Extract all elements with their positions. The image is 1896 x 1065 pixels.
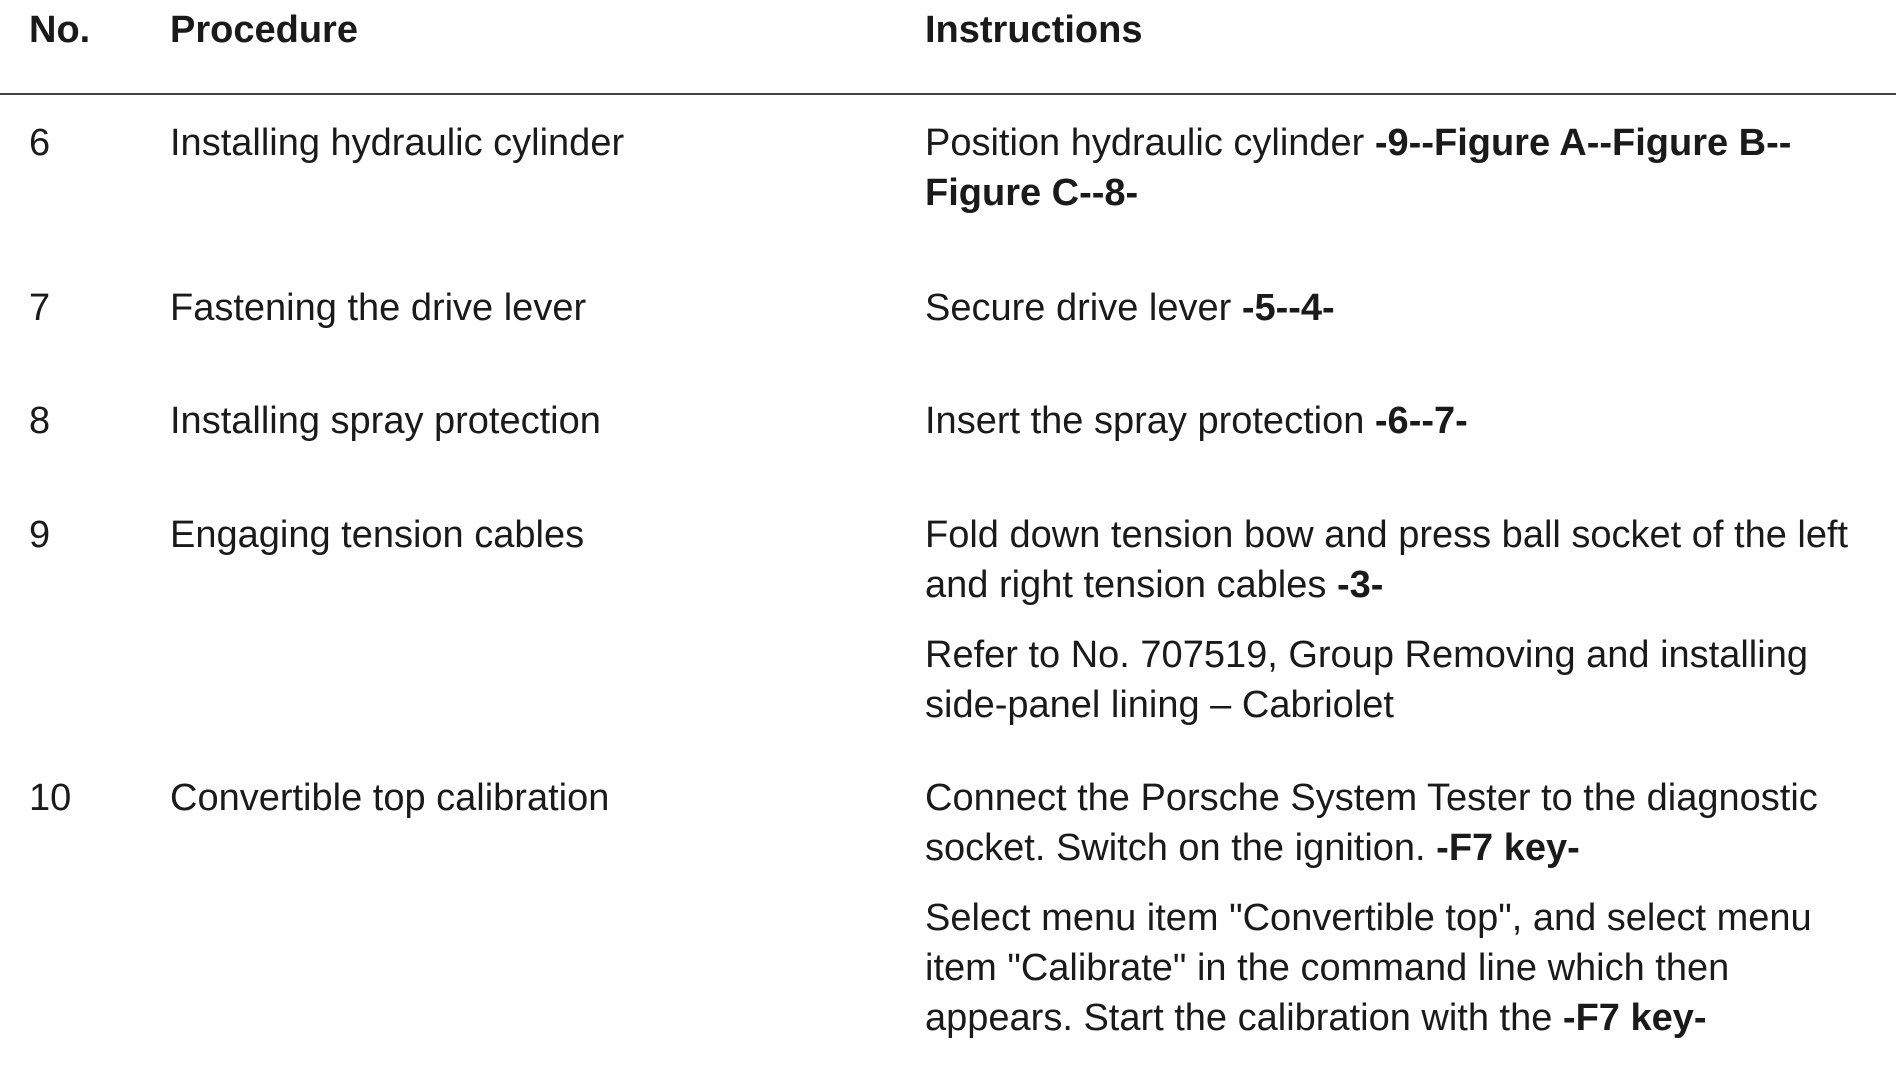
row-instructions	[925, 283, 1885, 333]
header-instructions: Instructions	[925, 9, 1143, 51]
instruction-text: Refer to No. 707519, Group Removing and installing side-panel lining – Cabriolet	[925, 634, 1808, 726]
row-number: 9	[29, 514, 51, 556]
row-procedure: Installing hydraulic cylinder	[170, 122, 625, 164]
header-no: No.	[29, 9, 91, 51]
figure-reference: -5--4-	[1241, 287, 1335, 329]
instruction-paragraph	[925, 630, 1885, 730]
figure-reference: -6--7-	[1374, 400, 1468, 442]
instruction-text: Insert the spray protection	[925, 400, 1375, 442]
instruction-text: Select menu item "Convertible top", and select menu item "Calibrate" in the command line which then appears. Start the calibration with the	[925, 897, 1812, 1039]
instruction-text: Secure drive lever	[925, 287, 1242, 329]
instruction-paragraph	[925, 283, 1885, 333]
figure-reference: -F7 key-	[1562, 997, 1707, 1039]
row-instructions	[925, 396, 1885, 446]
row-procedure: Convertible top calibration	[170, 777, 610, 819]
row-procedure: Engaging tension cables	[170, 514, 585, 556]
row-instructions	[925, 773, 1885, 1043]
instruction-text: Position hydraulic cylinder	[925, 122, 1375, 164]
instruction-paragraph	[925, 396, 1885, 446]
figure-reference: -3-	[1336, 564, 1384, 606]
row-number: 6	[29, 122, 51, 164]
row-number: 7	[29, 287, 51, 329]
table-header	[0, 0, 1896, 95]
instruction-paragraph	[925, 118, 1885, 218]
row-number: 8	[29, 400, 51, 442]
figure-reference: -F7 key-	[1436, 827, 1580, 869]
row-number: 10	[29, 777, 72, 819]
instruction-text: Fold down tension bow and press ball socket of the left and right tension cables	[925, 514, 1849, 606]
instruction-text: Connect the Porsche System Tester to the diagnostic socket. Switch on the ignition.	[925, 777, 1818, 869]
figure-reference: -9--Figure A--Figure B--Figure C--8-	[925, 122, 1792, 214]
instruction-paragraph	[925, 773, 1885, 873]
row-procedure: Installing spray protection	[170, 400, 601, 442]
row-instructions	[925, 118, 1885, 218]
row-instructions	[925, 510, 1885, 730]
header-procedure: Procedure	[170, 9, 358, 51]
instruction-paragraph	[925, 510, 1885, 610]
instruction-paragraph	[925, 893, 1885, 1043]
row-procedure: Fastening the drive lever	[170, 287, 587, 329]
